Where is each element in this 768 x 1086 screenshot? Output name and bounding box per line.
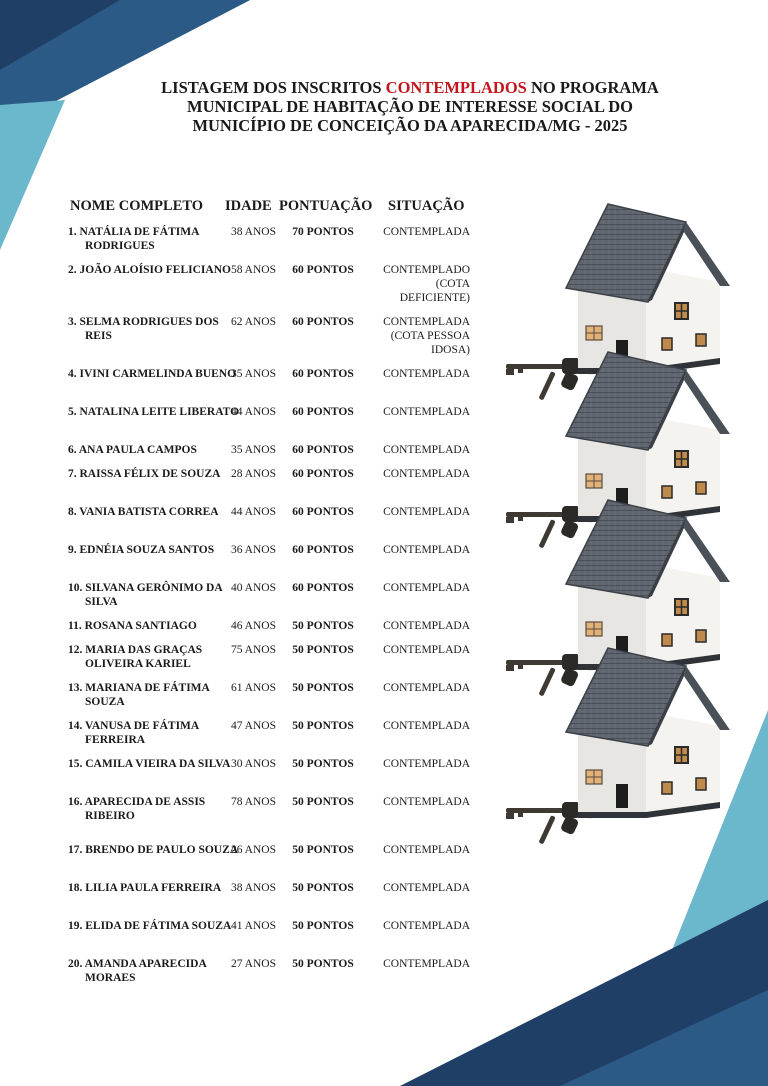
participant-age: 38 ANOS <box>230 226 276 238</box>
participant-age: 35 ANOS <box>230 444 276 456</box>
participant-status: CONTEMPLADA <box>383 844 470 856</box>
participant-status: CONTEMPLADA <box>383 644 470 656</box>
participant-age: 78 ANOS <box>230 796 276 808</box>
participant-name: 5. NATALINA LEITE LIBERATO <box>68 406 240 418</box>
participant-points: 70 PONTOS <box>292 226 354 238</box>
participant-points: 50 PONTOS <box>292 682 354 694</box>
participant-status: CONTEMPLADA <box>383 468 470 480</box>
participant-status: CONTEMPLADA <box>383 682 470 694</box>
participant-status: CONTEMPLADA <box>383 368 470 380</box>
participant-name: 10. SILVANA GERÔNIMO DA SILVA <box>68 582 223 608</box>
participant-name: 18. LILIA PAULA FERREIRA <box>68 882 222 894</box>
participant-age: 46 ANOS <box>230 620 276 632</box>
participant-age: 41 ANOS <box>230 920 276 932</box>
participant-age: 26 ANOS <box>230 844 276 856</box>
participant-age: 28 ANOS <box>230 468 276 480</box>
participant-points: 60 PONTOS <box>292 444 354 456</box>
participant-name: 15. CAMILA VIEIRA DA SILVA <box>68 758 231 770</box>
participant-points: 50 PONTOS <box>292 958 354 970</box>
title-part1: LISTAGEM DOS INSCRITOS <box>161 78 386 97</box>
participant-age: 44 ANOS <box>230 506 276 518</box>
participant-status: CONTEMPLADA <box>383 920 470 932</box>
column-header-status: SITUAÇÃO <box>388 198 465 214</box>
title-highlight: CONTEMPLADOS <box>385 78 527 97</box>
participant-points: 50 PONTOS <box>292 720 354 732</box>
participant-status: CONTEMPLADA <box>383 406 470 418</box>
participant-name: 7. RAISSA FÉLIX DE SOUZA <box>68 468 221 480</box>
participant-age: 40 ANOS <box>230 582 276 594</box>
participant-age: 36 ANOS <box>230 544 276 556</box>
title-line3: MUNICÍPIO DE CONCEIÇÃO DA APARECIDA/MG - 2025 <box>192 116 628 135</box>
participant-points: 60 PONTOS <box>292 468 354 480</box>
participant-name: 14. VANUSA DE FÁTIMA FERREIRA <box>68 720 199 746</box>
participant-status: CONTEMPLADO (COTA DEFICIENTE) <box>383 264 470 304</box>
participant-points: 60 PONTOS <box>292 582 354 594</box>
title-part2: NO PROGRAMA <box>526 78 659 97</box>
participant-status: CONTEMPLADA <box>383 720 470 732</box>
participant-status: CONTEMPLADA <box>383 758 470 770</box>
participant-status: CONTEMPLADA <box>383 958 470 970</box>
participant-age: 47 ANOS <box>230 720 276 732</box>
participant-age: 75 ANOS <box>230 644 276 656</box>
participant-status: CONTEMPLADA <box>383 582 470 594</box>
participant-status: CONTEMPLADA <box>383 796 470 808</box>
participant-points: 50 PONTOS <box>292 882 354 894</box>
title-line2: MUNICIPAL DE HABITAÇÃO DE INTERESSE SOCIAL DO <box>187 97 633 116</box>
participant-points: 50 PONTOS <box>292 620 354 632</box>
house-keychain-icon <box>498 190 748 860</box>
participant-name: 12. MARIA DAS GRAÇAS OLIVEIRA KARIEL <box>68 644 203 670</box>
participant-age: 30 ANOS <box>230 758 276 770</box>
participant-status: CONTEMPLADA <box>383 882 470 894</box>
participant-name: 3. SELMA RODRIGUES DOS REIS <box>68 316 219 342</box>
participant-status: CONTEMPLADA <box>383 226 470 238</box>
column-header-name: NOME COMPLETO <box>70 198 204 214</box>
participant-age: 62 ANOS <box>230 316 276 328</box>
participant-status: CONTEMPLADA <box>383 620 470 632</box>
participant-points: 50 PONTOS <box>292 844 354 856</box>
participant-status: CONTEMPLADA <box>383 506 470 518</box>
participant-age: 38 ANOS <box>230 882 276 894</box>
participant-age: 35 ANOS <box>230 368 276 380</box>
participant-status: CONTEMPLADA <box>383 544 470 556</box>
document-title <box>150 78 670 135</box>
participant-name: 20. AMANDA APARECIDA MORAES <box>68 958 207 984</box>
participant-name: 19. ELIDA DE FÁTIMA SOUZA <box>68 920 232 932</box>
participant-name: 16. APARECIDA DE ASSIS RIBEIRO <box>68 796 206 822</box>
participant-points: 60 PONTOS <box>292 544 354 556</box>
participant-name: 1. NATÁLIA DE FÁTIMA RODRIGUES <box>68 226 199 252</box>
column-header-points: PONTUAÇÃO <box>279 198 373 214</box>
participant-age: 58 ANOS <box>230 264 276 276</box>
participant-points: 50 PONTOS <box>292 920 354 932</box>
column-header-age: IDADE <box>225 198 272 214</box>
participant-points: 60 PONTOS <box>292 264 354 276</box>
participant-name: 2. JOÃO ALOÍSIO FELICIANO <box>68 264 231 276</box>
participant-age: 27 ANOS <box>230 958 276 970</box>
participant-age: 61 ANOS <box>230 682 276 694</box>
participant-name: 11. ROSANA SANTIAGO <box>68 620 197 632</box>
participant-status: CONTEMPLADA (COTA PESSOA IDOSA) <box>383 316 470 356</box>
participant-points: 50 PONTOS <box>292 796 354 808</box>
participant-name: 6. ANA PAULA CAMPOS <box>68 444 197 456</box>
participant-points: 50 PONTOS <box>292 644 354 656</box>
participant-name: 17. BRENDO DE PAULO SOUZA <box>68 844 239 856</box>
participant-points: 60 PONTOS <box>292 406 354 418</box>
participant-age: 44 ANOS <box>230 406 276 418</box>
participant-name: 9. EDNÉIA SOUZA SANTOS <box>68 544 215 556</box>
participant-status: CONTEMPLADA <box>383 444 470 456</box>
participant-points: 60 PONTOS <box>292 368 354 380</box>
participant-name: 13. MARIANA DE FÁTIMA SOUZA <box>68 682 210 708</box>
participant-points: 50 PONTOS <box>292 758 354 770</box>
participant-points: 60 PONTOS <box>292 316 354 328</box>
participant-points: 60 PONTOS <box>292 506 354 518</box>
participant-name: 4. IVINI CARMELINDA BUENO <box>68 368 237 380</box>
participant-name: 8. VANIA BATISTA CORREA <box>68 506 219 518</box>
